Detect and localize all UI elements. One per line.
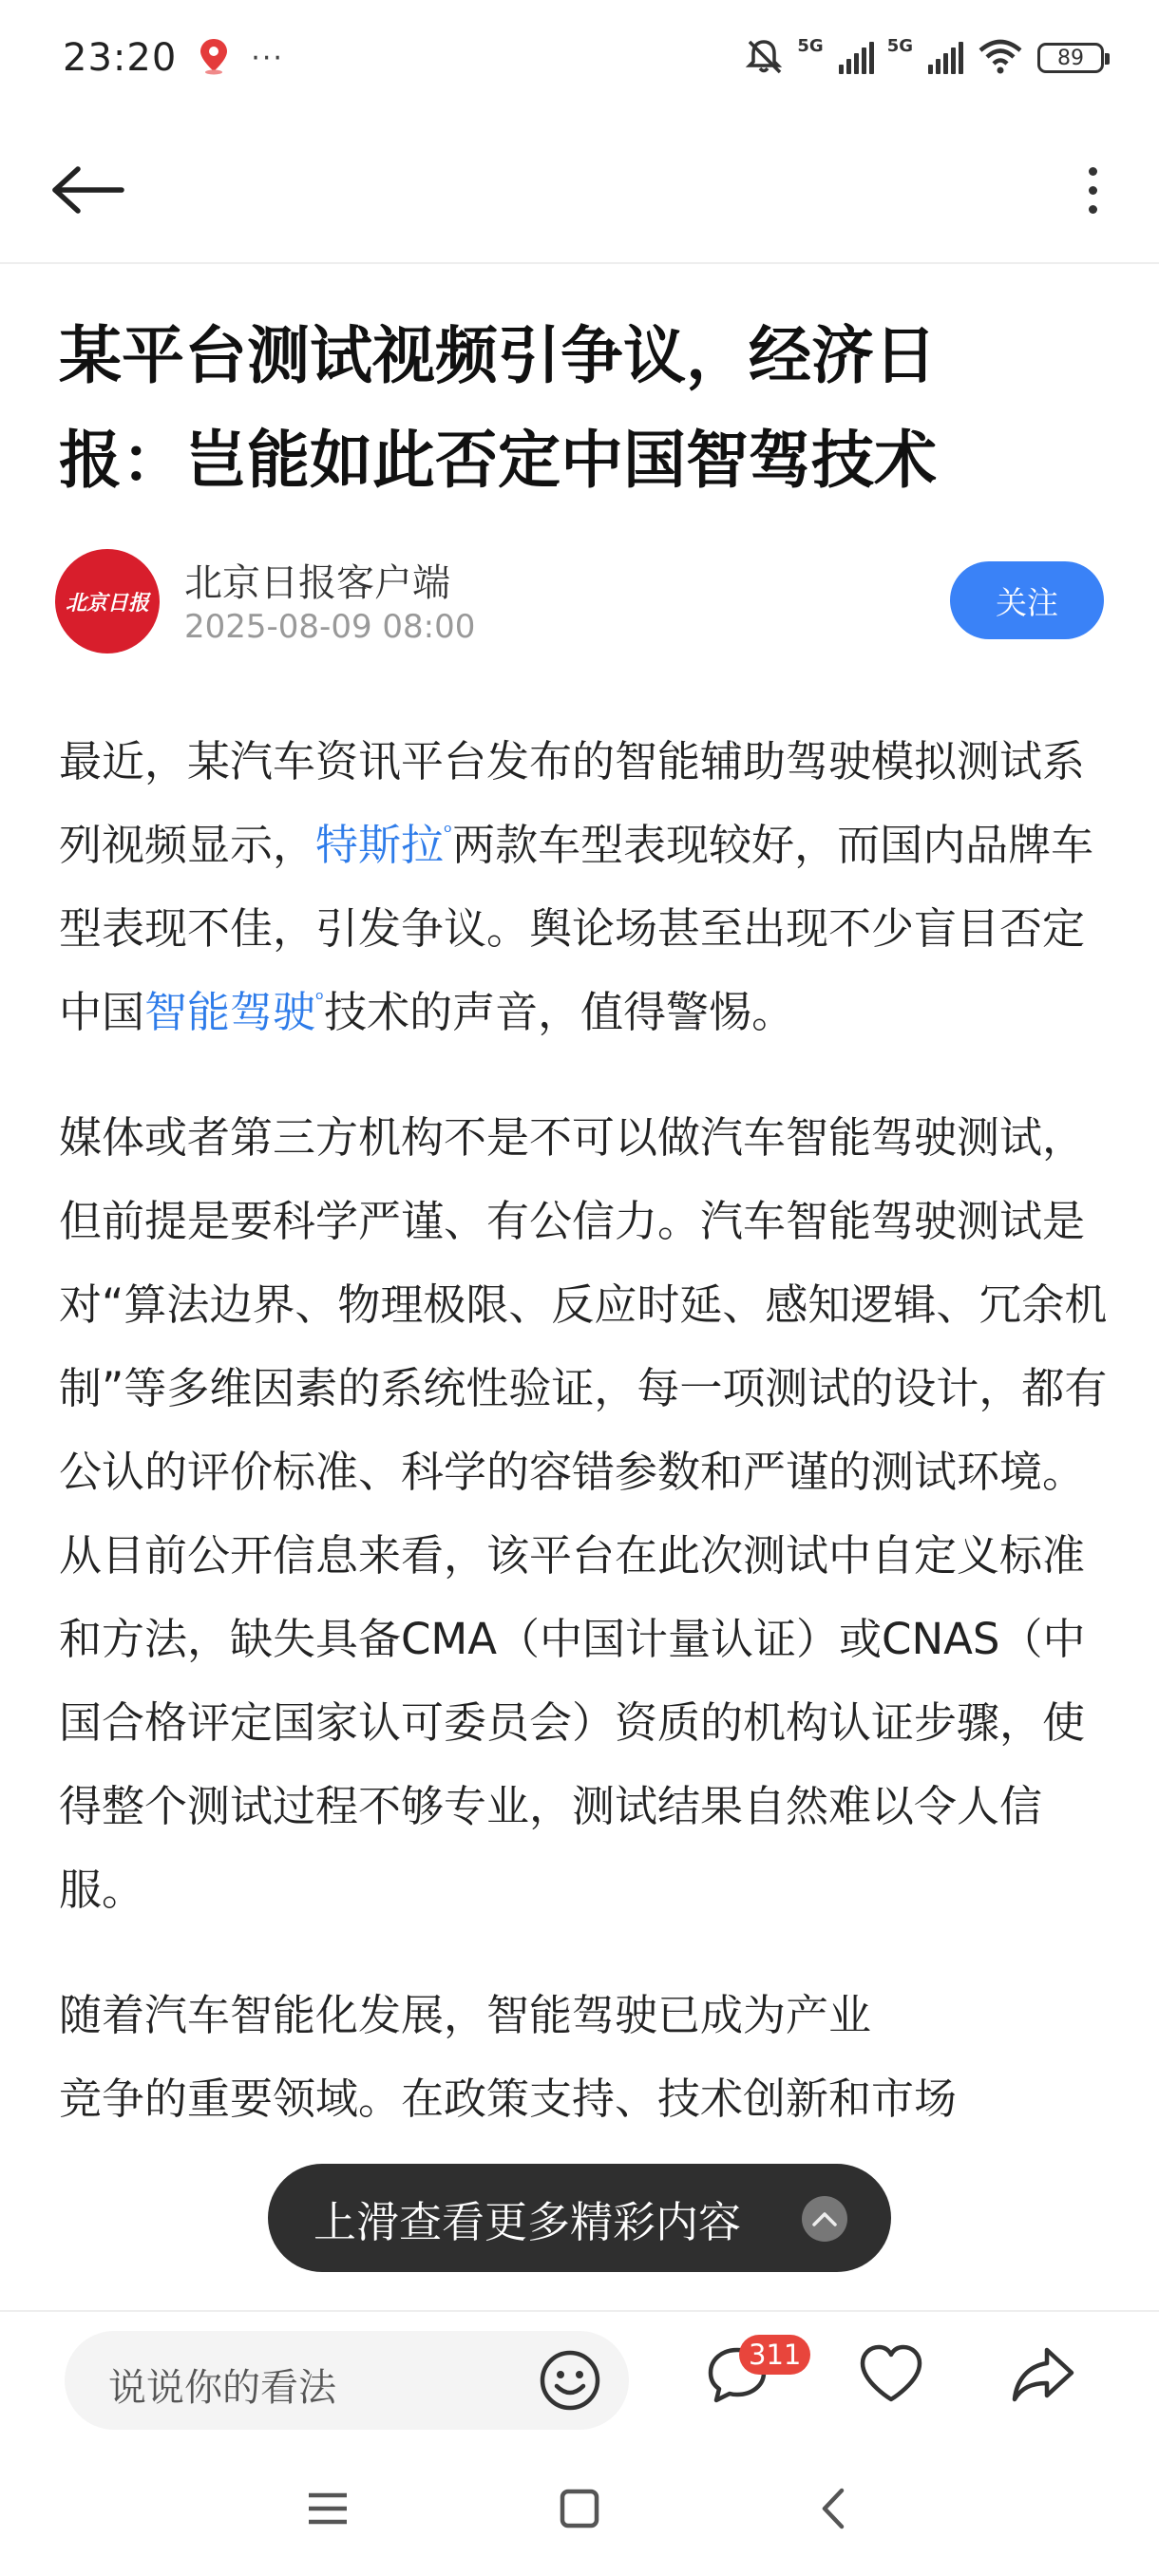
paragraph: 最近，某汽车资讯平台发布的智能辅助驾驶模拟测试系列视频显示，特斯拉$^ᵒ$两款车型表现较好，而国内品牌车型表现不佳，引发争议。舆论场甚至出现不少盲目否定中国智能驾驶$^ᵒ$技术的声音，值得警惕。 xyxy=(59,736,1094,1037)
swipe-up-toast[interactable] xyxy=(268,2164,891,2272)
bottom-action-bar xyxy=(0,2310,1159,2437)
home-square-icon xyxy=(559,2488,600,2529)
more-vertical-icon xyxy=(1089,167,1097,176)
status-bar xyxy=(0,0,1159,116)
source-logo[interactable]: 北京日报 xyxy=(55,549,160,653)
battery-icon: 89 xyxy=(1037,43,1104,73)
mute-bell-icon xyxy=(744,36,784,80)
comment-count-badge: 311 xyxy=(739,2335,810,2375)
chevron-left-icon xyxy=(819,2487,847,2530)
source-name[interactable]: 北京日报客户端 xyxy=(184,561,450,605)
cellular-signal-icon xyxy=(928,42,963,74)
follow-button[interactable]: 关注 xyxy=(950,561,1104,639)
comment-placeholder: 说说你的看法 xyxy=(108,2366,336,2410)
cellular-signal-icon xyxy=(839,42,874,74)
search-icon: ᵒ xyxy=(315,988,325,1012)
chevron-up-icon xyxy=(802,2196,847,2242)
article-title: 某平台测试视频引争议，经济日 报：岂能如此否定中国智驾技术 xyxy=(59,319,937,497)
signal1-label: 5G xyxy=(797,36,824,56)
article-content xyxy=(0,266,1159,2310)
system-back-button[interactable] xyxy=(800,2475,866,2542)
menu-icon xyxy=(307,2490,349,2528)
keyword-link-smart-driving[interactable]: 智能驾驶$^ᵒ$ xyxy=(144,987,325,1037)
article-source xyxy=(55,549,1104,657)
emoji-icon[interactable] xyxy=(538,2348,602,2413)
more-options-button[interactable] xyxy=(1064,150,1121,230)
system-navigation-bar xyxy=(0,2437,1159,2576)
recents-button[interactable] xyxy=(294,2475,361,2542)
paragraph: 随着汽车智能化发展，智能驾驶已成为产业 竞争的重要领域。在政策支持、技术创新和市场 xyxy=(59,1990,958,2124)
wifi-icon xyxy=(977,37,1024,79)
heart-icon xyxy=(855,2340,927,2409)
toast-text: 上滑查看更多精彩内容 xyxy=(314,2196,742,2247)
share-arrow-icon xyxy=(1007,2340,1079,2409)
search-icon: ᵒ xyxy=(444,821,453,844)
status-more-dots: ··· xyxy=(251,41,284,75)
arrow-left-icon xyxy=(49,165,125,215)
article-body xyxy=(59,720,1108,2183)
signal2-label: 5G xyxy=(886,36,913,56)
share-button[interactable] xyxy=(1007,2340,1092,2420)
back-button[interactable] xyxy=(49,154,135,226)
keyword-link-tesla[interactable]: 特斯拉$^ᵒ$ xyxy=(315,820,453,870)
home-button[interactable] xyxy=(546,2475,613,2542)
paragraph: 媒体或者第三方机构不是不可以做汽车智能驾驶测试，但前提是要科学严谨、有公信力。汽车智能驾驶测试是对“算法边界、物理极限、反应时延、感知逻辑、冗余机制”等多维因素的系统性验证，每一项测试的设计，都有公认的评价标准、科学的容错参数和严谨的测试环境。从目前公开信息来看，该平台在此次测试中自定义标准和方法，缺失具备CMA（中国计量认证）或CNAS（中国合格评定国家认可委员会）资质的机构认证步骤，使得整个测试过程不够专业，测试结果自然难以令人信服。 xyxy=(59,1112,1108,1915)
location-pin-icon xyxy=(198,37,230,79)
like-button[interactable] xyxy=(855,2340,940,2420)
top-nav-bar xyxy=(0,116,1159,264)
comment-input[interactable] xyxy=(65,2331,629,2430)
status-time: 23:20 xyxy=(63,36,178,80)
publish-date: 2025-08-09 08:00 xyxy=(184,608,476,646)
